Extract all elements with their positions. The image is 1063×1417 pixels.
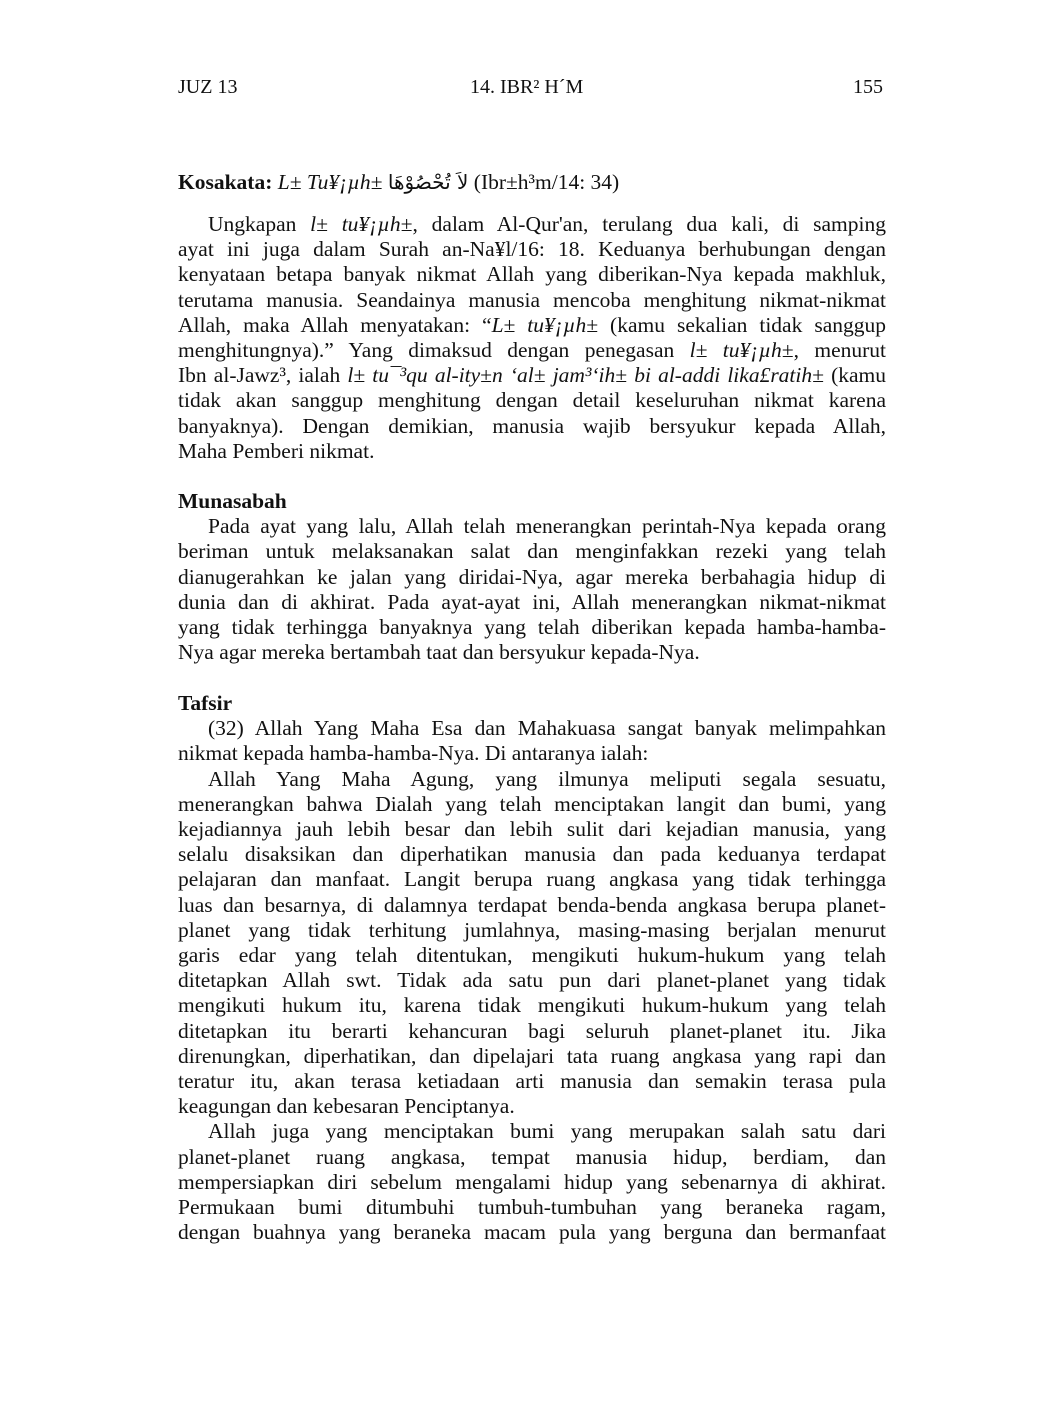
text-span: Allah juga yang menciptakan bumi yang merupakan salah satu dari xyxy=(208,1119,886,1144)
text-span: direnungkan, diperhatikan, dan dipelajari tata ruang angkasa yang rapi dan xyxy=(178,1043,886,1068)
text-span: ayat ini juga dalam Surah an-Na¥l/16: 18. Keduanya berhubungan dengan xyxy=(178,237,886,262)
text-span: Maha Pemberi nikmat. xyxy=(178,438,375,463)
text-span: Ungkapan xyxy=(208,212,311,236)
text-line xyxy=(178,1145,886,1170)
text-line xyxy=(178,1119,886,1144)
text-span: Allah Yang Maha Agung, yang ilmunya meliputi segala sesuatu, xyxy=(208,766,886,791)
text-line xyxy=(178,1069,886,1094)
text-line xyxy=(178,893,886,918)
text-section xyxy=(178,212,886,464)
page-number: 155 xyxy=(853,76,883,98)
running-header-juz: JUZ 13 xyxy=(178,76,238,98)
text-span: (kamu xyxy=(823,363,887,388)
text-span: planet-planet ruang angkasa, tempat manusia hidup, berdiam, dan xyxy=(178,1144,886,1169)
text-line xyxy=(178,842,886,867)
text-span: , dalam Al-Qur'an, terulang dua kali, di samping xyxy=(412,212,886,236)
transliteration: L± tu¥¡µh± xyxy=(491,312,599,337)
text-line xyxy=(178,716,886,741)
text-span: menerangkan bahwa Dialah yang telah menciptakan langit dan bumi, yang xyxy=(178,791,886,816)
text-line xyxy=(178,1170,886,1195)
text-line xyxy=(178,388,886,413)
text-span: Kosakata: xyxy=(178,170,278,194)
transliteration: L± Tu¥¡µh± xyxy=(277,170,388,194)
text-span: dianugerahkan ke jalan yang diridai-Nya, agar mereka berbahagia hidup di xyxy=(178,564,886,589)
text-line xyxy=(178,741,886,766)
text-span: pelajaran dan manfaat. Langit berupa ruang angkasa yang tidak terhingga xyxy=(178,867,886,892)
transliteration: l± tu¥¡µh± xyxy=(689,338,794,363)
text-line xyxy=(178,539,886,564)
text-span: (kamu sekalian tidak sanggup xyxy=(598,312,886,337)
text-line xyxy=(178,792,886,817)
text-span: selalu disaksikan dan diperhatikan manusia dan pada keduanya terdapat xyxy=(178,842,886,867)
text-span: yang tidak terhingga banyaknya yang telah diberikan kepada hamba-hamba- xyxy=(178,615,886,640)
text-span: , menurut xyxy=(793,338,886,363)
text-span: Nya agar mereka bertambah taat dan bersyukur kepada-Nya. xyxy=(178,640,700,665)
text-line xyxy=(178,867,886,892)
text-span: Ibn al-Jawz³, ialah xyxy=(178,363,348,388)
text-line xyxy=(178,590,886,615)
text-span: dengan buahnya yang beraneka macam pula yang berguna dan bermanfaat xyxy=(178,1220,886,1245)
text-span: Munasabah xyxy=(178,489,287,513)
text-span: banyaknya). Dengan demikian, manusia wajib bersyukur kepada Allah, xyxy=(178,413,886,438)
section-heading xyxy=(178,691,886,716)
arabic-text: لاَ تُحْصُوْهَا xyxy=(387,170,469,194)
text-span: kejadiannya jauh lebih besar dan lebih sulit dari kejadian manusia, yang xyxy=(178,817,886,842)
text-span: terutama manusia. Seandainya manusia mencoba menghitung nikmat-nikmat xyxy=(178,287,886,312)
text-line xyxy=(178,262,886,287)
text-span: ditetapkan Allah swt. Tidak ada satu pun dari planet-planet yang tidak xyxy=(178,968,886,993)
text-line xyxy=(178,817,886,842)
text-line xyxy=(178,918,886,943)
text-span: ditetapkan itu berarti kehancuran bagi seluruh planet-planet itu. Jika xyxy=(178,1018,886,1043)
text-span: Permukaan bumi ditumbuhi tumbuh-tumbuhan yang beraneka ragam, xyxy=(178,1195,886,1220)
text-span: luas dan besarnya, di dalamnya terdapat benda-benda angkasa berupa planet- xyxy=(178,892,886,917)
text-span: dunia dan di akhirat. Pada ayat-ayat ini, Allah menerangkan nikmat-nikmat xyxy=(178,589,886,614)
text-line xyxy=(178,414,886,439)
text-line xyxy=(178,615,886,640)
text-line xyxy=(178,993,886,1018)
text-line xyxy=(178,968,886,993)
text-line xyxy=(178,170,886,195)
text-span: Allah, maka Allah menyatakan: “ xyxy=(178,312,492,337)
text-span: planet yang tidak terhitung jumlahnya, masing-masing berjalan menurut xyxy=(178,917,886,942)
text-section xyxy=(178,489,886,665)
text-line xyxy=(178,514,886,539)
text-span: kenyataan betapa banyak nikmat Allah yang diberikan-Nya kepada makhluk, xyxy=(178,262,886,287)
text-line xyxy=(178,1044,886,1069)
text-line xyxy=(178,439,886,464)
text-span: tidak akan sanggup menghitung dengan detail keseluruhan nikmat karena xyxy=(178,388,886,413)
text-line xyxy=(178,1019,886,1044)
text-line xyxy=(178,237,886,262)
transliteration: l± tu¥¡µh± xyxy=(310,212,413,236)
text-span: beriman untuk melaksanakan salat dan menginfakkan rezeki yang telah xyxy=(178,539,886,564)
text-span: menghitungnya).” Yang dimaksud dengan penegasan xyxy=(178,338,690,363)
text-line xyxy=(178,767,886,792)
text-line xyxy=(178,212,886,237)
transliteration: l± tu¯³qu al-ity±n ‘al± jam³‘ih± bi al-addi lika£ratih± xyxy=(347,363,824,388)
text-line xyxy=(178,288,886,313)
text-line xyxy=(178,313,886,338)
text-span: teratur itu, akan terasa ketiadaan arti manusia dan semakin terasa pula xyxy=(178,1069,886,1094)
running-header-surah: 14. IBR² H´M xyxy=(470,76,584,98)
text-line xyxy=(178,363,886,388)
text-span: Tafsir xyxy=(178,691,233,715)
text-section xyxy=(178,691,886,1245)
text-line xyxy=(178,640,886,665)
text-line xyxy=(178,565,886,590)
text-span: keagungan dan kebesaran Penciptanya. xyxy=(178,1094,515,1119)
text-span: (Ibr±h³m/14: 34) xyxy=(468,170,620,194)
text-line xyxy=(178,1195,886,1220)
text-span: garis edar yang telah ditentukan, mengikuti hukum-hukum yang telah xyxy=(178,943,886,968)
text-line xyxy=(178,943,886,968)
text-span: nikmat kepada hamba-hamba-Nya. Di antaranya ialah: xyxy=(178,741,649,766)
text-span: (32) Allah Yang Maha Esa dan Mahakuasa sangat banyak melimpahkan xyxy=(208,716,886,741)
text-line xyxy=(178,338,886,363)
text-span: mengikuti hukum itu, karena tidak mengikuti hukum-hukum yang telah xyxy=(178,993,886,1018)
section-heading xyxy=(178,489,886,514)
text-line xyxy=(178,1094,886,1119)
text-span: Pada ayat yang lalu, Allah telah menerangkan perintah-Nya kepada orang xyxy=(208,514,886,539)
text-line xyxy=(178,1220,886,1245)
kosakata-heading xyxy=(178,170,886,195)
text-span: mempersiapkan diri sebelum mengalami hidup yang sebenarnya di akhirat. xyxy=(178,1169,886,1194)
